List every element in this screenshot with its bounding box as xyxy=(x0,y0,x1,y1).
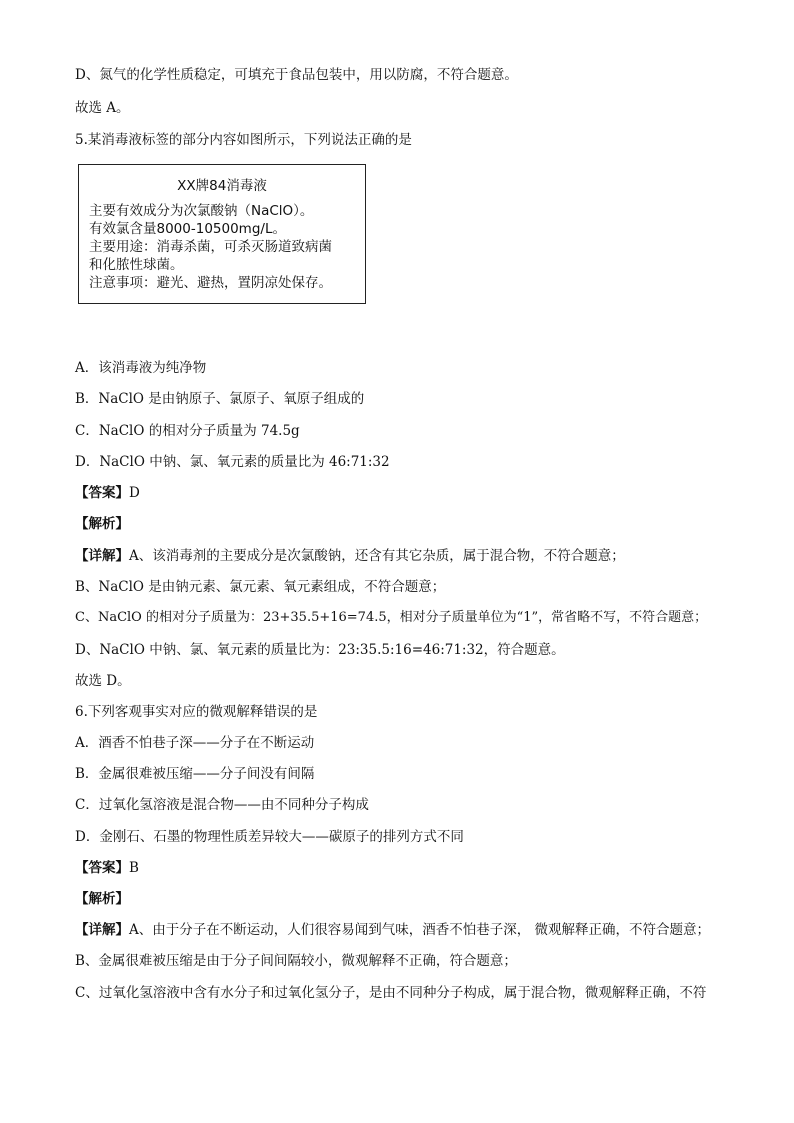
q5-option-a: A．该消毒液为纯净物 xyxy=(75,360,207,376)
q6-detail-b: B、金属很难被压缩是由于分子间间隔较小，微观解释不正确，符合题意； xyxy=(75,953,517,969)
q5-detail-b: B、NaClO 是由钠元素、氯元素、氧元素组成，不符合题意； xyxy=(75,579,446,595)
q5-stem: 5.某消毒液标签的部分内容如图所示，下列说法正确的是 xyxy=(75,132,412,148)
q5-detail-d: D、NaClO 中钠、氯、氧元素的质量比为：23:35.5:16=46:71:32，符合题意。 xyxy=(75,642,565,658)
q6-detail-c: C、过氧化氢溶液中含有水分子和过氧化氢分子，是由不同种分子构成，属于混合物，微观解释正确，不符 xyxy=(75,985,707,1001)
answer-tag: 【答案】 xyxy=(75,860,129,876)
label-line: 注意事项：避光、避热，置阴凉处保存。 xyxy=(89,275,332,291)
q5-option-b: B．NaClO 是由钠原子、氯原子、氧原子组成的 xyxy=(75,391,365,407)
q5-analysis-tag: 【解析】 xyxy=(75,516,129,532)
label-title: XX牌84消毒液 xyxy=(177,178,267,194)
q5-option-c: C．NaClO 的相对分子质量为 74.5g xyxy=(75,423,300,439)
q5-conclusion: 故选 D。 xyxy=(75,673,131,689)
detail-text: A、该消毒剂的主要成分是次氯酸钠，还含有其它杂质，属于混合物，不符合题意； xyxy=(129,548,625,564)
label-line: 和化脓性球菌。 xyxy=(89,257,184,273)
q6-detail-a xyxy=(75,921,710,939)
answer-tag: 【答案】 xyxy=(75,485,129,501)
q6-analysis-tag: 【解析】 xyxy=(75,891,129,907)
q6-option-b: B．金属很难被压缩——分子间没有间隔 xyxy=(75,766,315,782)
label-line: 有效氯含量8000-10500mg/L。 xyxy=(89,221,286,237)
q6-answer xyxy=(75,859,139,877)
answer-value: B xyxy=(129,860,139,876)
label-line: 主要用途：消毒杀菌，可杀灭肠道致病菌 xyxy=(89,239,332,255)
q6-option-d: D．金刚石、石墨的物理性质差异较大——碳原子的排列方式不同 xyxy=(75,829,464,845)
q6-option-c: C．过氧化氢溶液是混合物——由不同种分子构成 xyxy=(75,797,369,813)
detail-text: A、由于分子在不断运动，人们很容易闻到气味，酒香不怕巷子深， 微观解释正确，不符合题意； xyxy=(129,922,711,938)
q6-option-a: A．酒香不怕巷子深——分子在不断运动 xyxy=(75,735,315,751)
label-line: 主要有效成分为次氯酸钠（NaClO）。 xyxy=(89,203,314,219)
disinfectant-label-box xyxy=(78,164,366,304)
q5-detail-c: C、NaClO 的相对分子质量为：23+35.5+16=74.5，相对分子质量单位为“1”，常省略不写，不符合题意； xyxy=(75,610,708,625)
q5-option-d: D．NaClO 中钠、氯、氧元素的质量比为 46:71:32 xyxy=(75,454,390,470)
q4-conclusion: 故选 A。 xyxy=(75,100,130,116)
answer-value: D xyxy=(129,485,140,501)
q6-stem: 6.下列客观事实对应的微观解释错误的是 xyxy=(75,704,318,720)
q4-option-d-explanation: D、氮气的化学性质稳定，可填充于食品包装中，用以防腐，不符合题意。 xyxy=(75,67,518,83)
detail-tag: 【详解】 xyxy=(75,922,129,938)
detail-tag: 【详解】 xyxy=(75,548,129,564)
q5-answer xyxy=(75,484,140,502)
q5-detail-a xyxy=(75,547,625,565)
